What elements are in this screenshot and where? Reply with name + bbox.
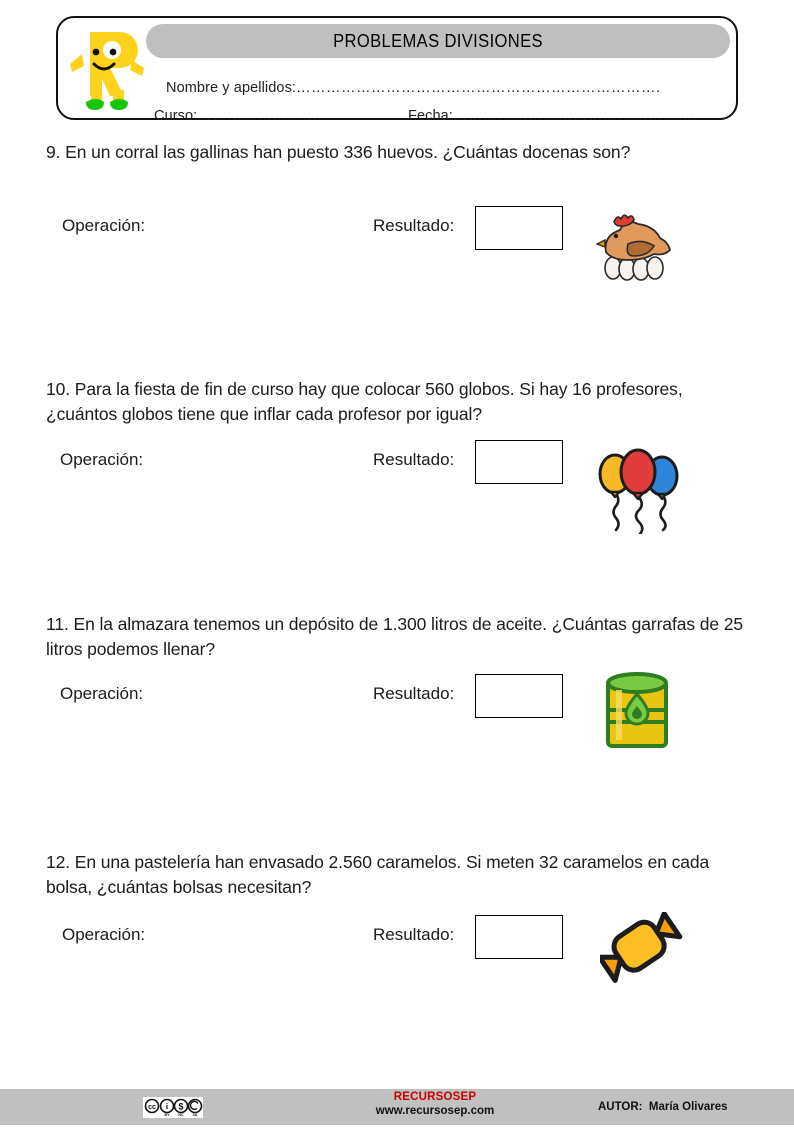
footer-author-name: María Olivares xyxy=(648,1101,728,1113)
footer-author-label: AUTOR: xyxy=(598,1101,643,1113)
svg-text:BY: BY xyxy=(164,1113,170,1117)
problem-11-result-box[interactable] xyxy=(475,674,563,718)
fecha-field-label: Fecha: xyxy=(408,108,453,124)
svg-text:cc: cc xyxy=(148,1104,156,1111)
candy-icon xyxy=(600,912,686,997)
footer-url[interactable]: www.recursosep.com xyxy=(375,1105,495,1117)
svg-text:SA: SA xyxy=(192,1113,198,1117)
problem-11-question: 11. En la almazara tenemos un depósito de 1.300 litros de aceite. ¿Cuántas garrafas de 25 litros podemos llenar? xyxy=(46,614,744,659)
page-title: PROBLEMAS DIVISIONES xyxy=(333,30,543,51)
svg-text:NC: NC xyxy=(178,1113,184,1117)
problem-10-resultado-label: Resultado: xyxy=(373,450,455,469)
oil-barrel-icon xyxy=(602,670,672,761)
curso-field-dots: ……………………. xyxy=(197,108,322,124)
worksheet-header-card xyxy=(56,16,738,124)
name-field-line[interactable] xyxy=(166,80,661,96)
recursosep-r-mascot-icon xyxy=(66,24,150,116)
footer-brand-block xyxy=(330,1091,540,1118)
fecha-field-line[interactable] xyxy=(408,108,697,124)
problem-11-resultado-label: Resultado: xyxy=(373,684,455,703)
worksheet-title-bar xyxy=(146,24,730,58)
problem-10-result-box[interactable] xyxy=(475,440,563,484)
problem-12-resultado-label: Resultado: xyxy=(373,925,455,944)
problem-10-question: 10. Para la fiesta de fin de curso hay que colocar 560 globos. Si hay 16 profesores, ¿cuántos globos tiene que inflar cada profesor por igual? xyxy=(46,379,683,424)
footer-brand: RECURSOSEP xyxy=(393,1091,477,1103)
creative-commons-by-nc-sa-icon xyxy=(143,1097,203,1118)
curso-field-line[interactable] xyxy=(154,108,322,124)
name-field-dots: ………………………………………………………………. xyxy=(296,80,661,96)
problem-9-question: 9. En un corral las gallinas han puesto 336 huevos. ¿Cuántas docenas son? xyxy=(46,142,631,162)
balloons-icon xyxy=(596,444,680,539)
problem-12-result-box[interactable] xyxy=(475,915,563,959)
hen-on-eggs-icon xyxy=(596,208,676,291)
problem-12-question: 12. En una pastelería han envasado 2.560 caramelos. Si meten 32 caramelos en cada bolsa, ¿cuántas bolsas necesitan? xyxy=(46,852,710,897)
name-field-label: Nombre y apellidos: xyxy=(166,80,297,96)
fecha-field-dots: …………………………………………. xyxy=(452,108,698,124)
svg-text:$: $ xyxy=(178,1101,184,1112)
problem-9-resultado-label: Resultado: xyxy=(373,216,455,235)
problem-11-operacion-label: Operación: xyxy=(60,684,144,703)
problem-10-operacion-label: Operación: xyxy=(60,450,144,469)
problem-12-operacion-label: Operación: xyxy=(62,925,146,944)
svg-text:i: i xyxy=(165,1102,169,1111)
footer-author xyxy=(598,1101,728,1113)
problem-9-operacion-label: Operación: xyxy=(62,216,146,235)
curso-field-label: Curso: xyxy=(154,108,198,124)
problem-9-result-box[interactable] xyxy=(475,206,563,250)
